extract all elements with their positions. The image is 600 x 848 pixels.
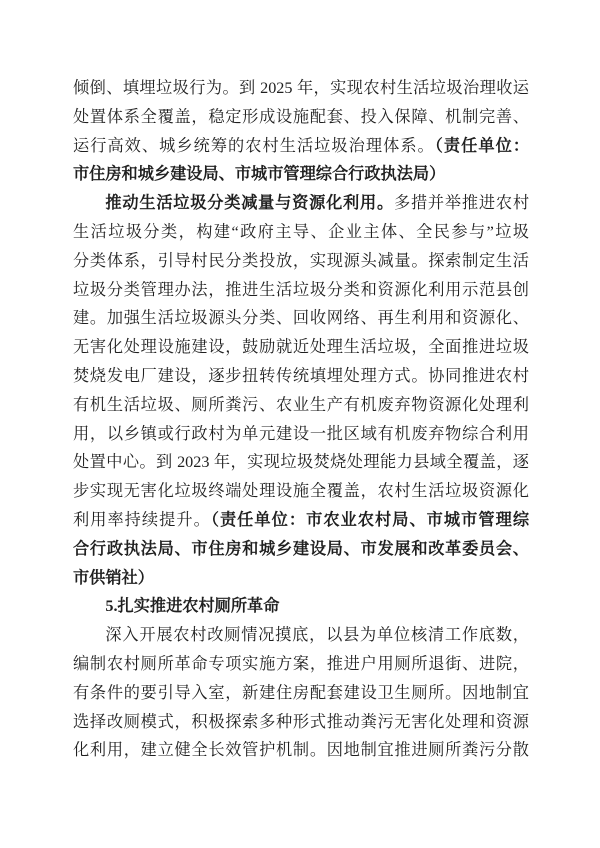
text-line — [73, 304, 529, 333]
body-text: 化利用，建立健全长效管护机制。因地制宜推进厕所粪污分散 — [73, 741, 529, 760]
text-line — [73, 362, 529, 391]
text-line — [73, 621, 529, 650]
text-line — [73, 564, 529, 593]
body-text: 处置中心。到 2023 年，实现垃圾焚烧处理能力县域全覆盖，逐 — [73, 453, 529, 472]
text-line — [73, 276, 529, 305]
body-text: 倾倒、填埋垃圾行为。到 2025 年，实现农村生活垃圾治理收运 — [73, 79, 529, 97]
text-line — [73, 506, 529, 535]
body-text: 多措并举推进农村 — [393, 194, 529, 213]
body-text: 深入开展农村改厕情况摸底，以县为单位核清工作底数， — [105, 626, 529, 645]
text-line — [73, 477, 529, 506]
text-line — [73, 448, 529, 477]
body-text: 步实现无害化垃圾终端处理设施全覆盖，农村生活垃圾资源化 — [73, 482, 529, 501]
text-block — [73, 74, 529, 765]
body-text: 编制农村厕所革命专项实施方案，推进户用厕所退街、进院， — [73, 654, 529, 673]
paragraph-lead: 推动生活垃圾分类减量与资源化利用。 — [105, 194, 394, 213]
section-heading — [73, 592, 529, 621]
text-line — [73, 103, 529, 132]
body-text: 用，以乡镇或行政村为单元建设一批区域有机废弃物综合利用 — [73, 424, 529, 443]
body-text: 运行高效、城乡统筹的农村生活垃圾治理体系。 — [73, 136, 435, 155]
body-text: 有机生活垃圾、厕所粪污、农业生产有机废弃物资源化处理利 — [73, 395, 529, 414]
text-line — [73, 679, 529, 708]
text-line — [73, 650, 529, 679]
text-line — [73, 74, 529, 103]
text-line — [73, 333, 529, 362]
text-line — [73, 535, 529, 564]
text-line — [73, 160, 529, 189]
text-line — [73, 132, 529, 161]
body-text: 生活垃圾分类，构建“政府主导、企业主体、全民参与”垃圾 — [73, 222, 529, 241]
body-text: 垃圾分类管理办法，推进生活垃圾分类和资源化利用示范县创 — [73, 280, 529, 299]
text-line — [73, 189, 529, 218]
text-line — [73, 391, 529, 420]
section-heading-text: 5.扎实推进农村厕所革命 — [105, 597, 280, 616]
body-text: 分类体系，引导村民分类投放，实现源头减量。探索制定生活 — [73, 251, 529, 270]
responsibility-note: （责任单位：市农业农村局、市城市管理综 — [210, 510, 529, 529]
responsibility-note: 市住房和城乡建设局、市城市管理综合行政执法局） — [73, 165, 446, 184]
text-line — [73, 420, 529, 449]
text-line — [73, 247, 529, 276]
body-text: 无害化处理设施建设，鼓励就近处理生活垃圾，全面推进垃圾 — [73, 338, 529, 357]
text-line — [73, 708, 529, 737]
body-text: 利用率持续提升。 — [73, 510, 211, 529]
responsibility-note: （责任单位： — [434, 136, 529, 155]
body-text: 有条件的要引导入室，新建住房配套建设卫生厕所。因地制宜 — [73, 683, 529, 702]
responsibility-note: 市供销社） — [73, 568, 154, 587]
body-text: 选择改厕模式，积极探索多种形式推动粪污无害化处理和资源 — [73, 712, 529, 731]
body-text: 处置体系全覆盖，稳定形成设施配套、投入保障、机制完善、 — [73, 107, 529, 126]
text-line — [73, 736, 529, 765]
body-text: 焚烧发电厂建设，逐步扭转传统填埋处理方式。协同推进农村 — [73, 366, 529, 385]
responsibility-note: 合行政执法局、市住房和城乡建设局、市发展和改革委员会、 — [73, 539, 529, 558]
body-text: 建。加强生活垃圾源头分类、回收网络、再生利用和资源化、 — [73, 309, 529, 328]
text-line — [73, 218, 529, 247]
